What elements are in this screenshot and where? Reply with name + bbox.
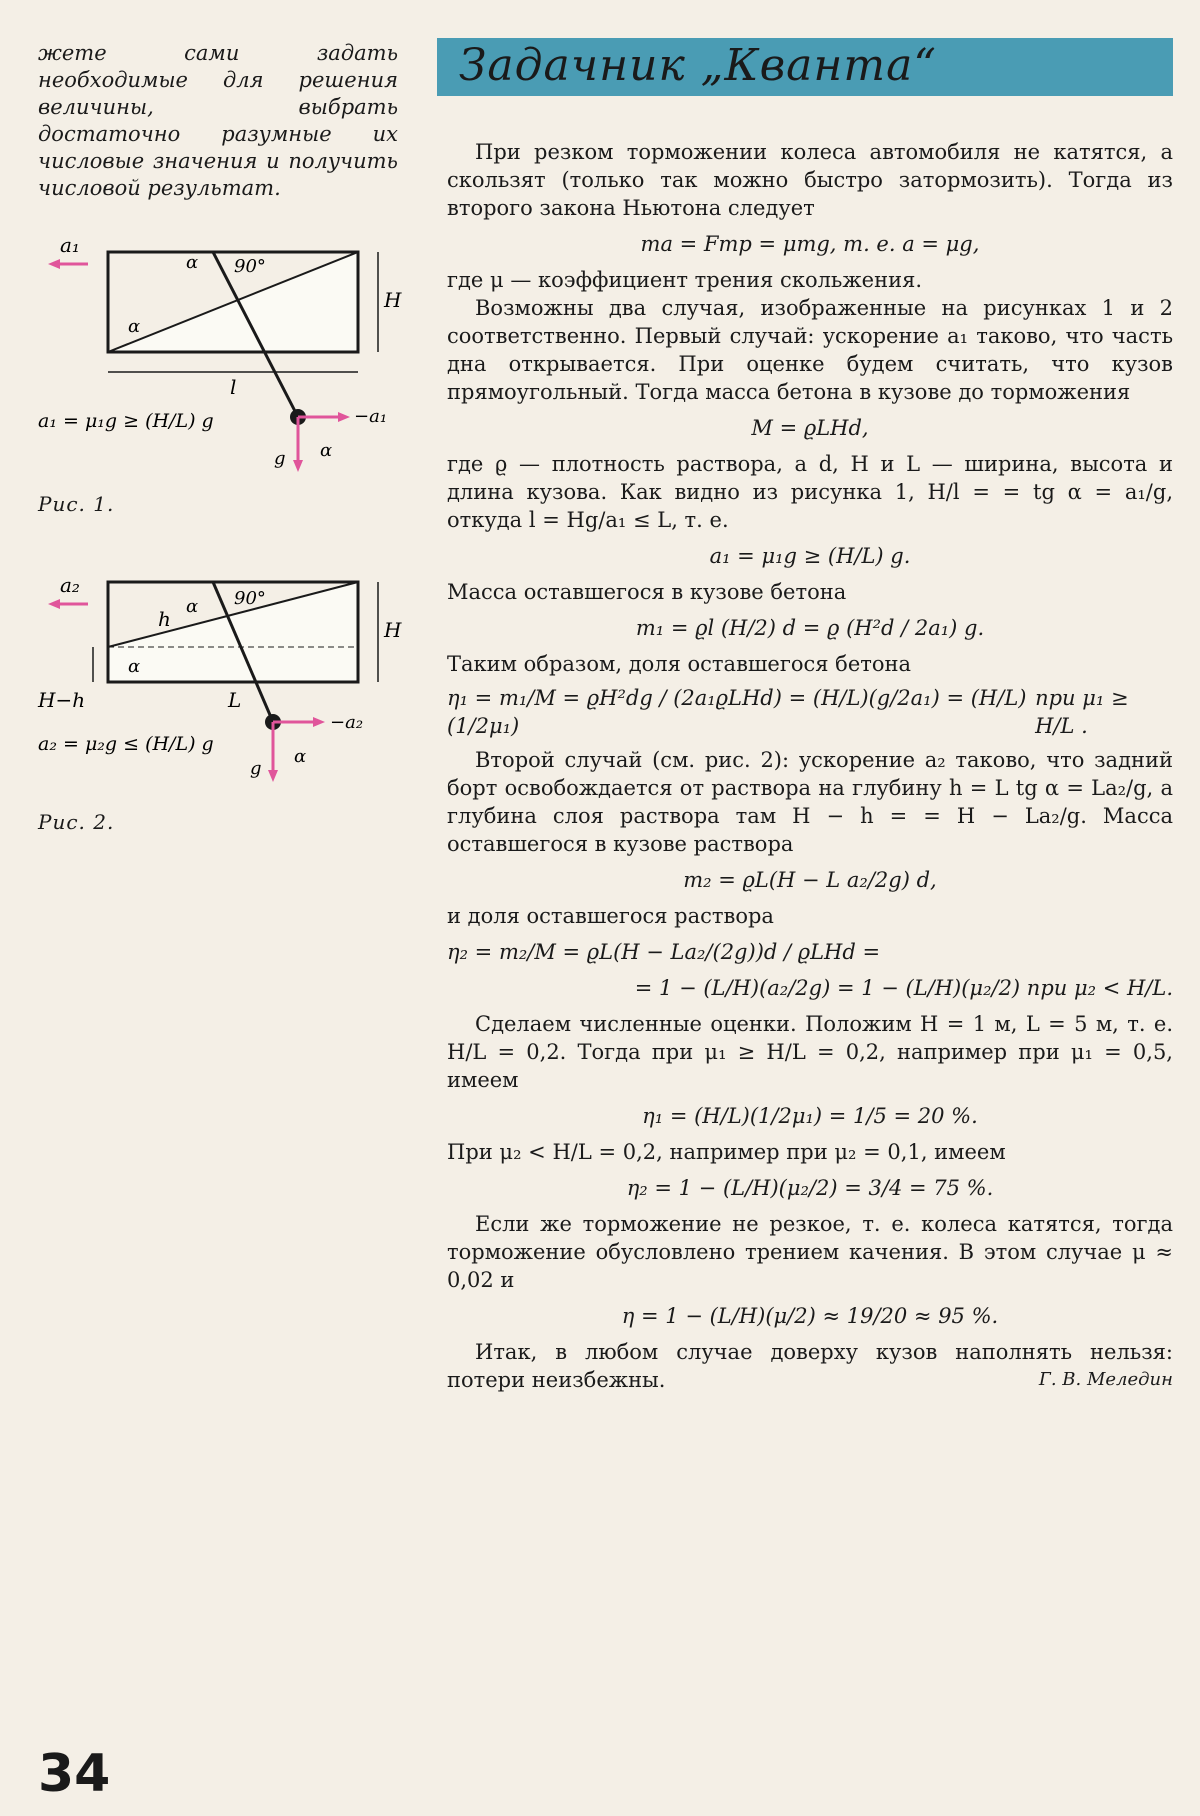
label-g: g bbox=[250, 758, 262, 779]
condition-fig2: a₂ = μ₂g ≤ (H/L) g bbox=[38, 733, 214, 755]
label-90: 90° bbox=[234, 256, 266, 277]
label-alpha: α bbox=[128, 656, 141, 677]
paragraph: где μ — коэффициент трения скольжения. bbox=[447, 268, 923, 292]
label-alpha-top: α bbox=[186, 596, 199, 617]
condition-fig1: a₁ = μ₁g ≥ (H/L) g bbox=[38, 410, 214, 432]
label-alpha-small: α bbox=[294, 746, 307, 767]
label-h: h bbox=[158, 607, 171, 631]
page-number: 34 bbox=[38, 1744, 111, 1804]
caption-fig2: Рис. 2. bbox=[38, 810, 115, 834]
label-L: L bbox=[228, 688, 242, 712]
paragraph: При резком торможении колеса автомобиля не катятся, а скользят (только так можно быстро затормозить). Тогда из второго закона Ньютона следует bbox=[447, 140, 1173, 220]
formula: η₁ = (H/L)(1/2μ₁) = 1/5 = 20 %. bbox=[642, 1104, 978, 1128]
closing-text: Итак, в любом случае доверху кузов наполнять нельзя: потери неизбежны. bbox=[447, 1340, 1173, 1392]
paragraph: При μ₂ < H/L = 0,2, например при μ₂ = 0,1, имеем bbox=[447, 1140, 1006, 1164]
formula-row bbox=[447, 684, 1173, 740]
paragraph: Таким образом, доля оставшегося бетона bbox=[447, 652, 912, 676]
figure-1 bbox=[38, 222, 402, 472]
formula: M = ϱLHd, bbox=[751, 416, 869, 440]
section-title: Задачник „Кванта“ bbox=[459, 40, 937, 91]
intro-text: жете сами задать необходимые для решения величины, выбрать достаточно разумные их числовые значения и получить числовой результат. bbox=[38, 41, 398, 200]
label-90: 90° bbox=[234, 588, 266, 609]
formula: m₁ = ϱl (H/2) d = ϱ (H²d / 2a₁) g. bbox=[635, 616, 985, 640]
paragraph: Сделаем численные оценки. Положим H = 1 м, L = 5 м, т. е. H/L = 0,2. Тогда при μ₁ ≥ H/L = 0,2, например при μ₁ = 0,5, имеем bbox=[447, 1012, 1173, 1092]
label-l: l bbox=[230, 375, 237, 399]
left-column bbox=[38, 40, 402, 834]
formula: a₁ = μ₁g ≥ (H/L) g. bbox=[709, 544, 911, 568]
author: Г. В. Меледин bbox=[1038, 1369, 1173, 1390]
section-header bbox=[437, 38, 1173, 96]
paragraph: Если же торможение не резкое, т. е. колеса катятся, тогда торможение обусловлено трением качения. В этом случае μ ≈ 0,02 и bbox=[447, 1212, 1173, 1292]
label-minus-a1: −a₁ bbox=[354, 406, 388, 427]
caption-fig1: Рис. 1. bbox=[38, 492, 115, 516]
label-alpha-small: α bbox=[320, 440, 333, 461]
label-alpha: α bbox=[128, 316, 141, 337]
label-H-minus-h: H−h bbox=[38, 688, 86, 712]
formula: η₂ = m₂/M = ϱL(H − La₂/(2g))d / ϱLHd = bbox=[447, 940, 881, 964]
label-g: g bbox=[274, 448, 286, 469]
figure-2 bbox=[38, 552, 402, 802]
paragraph: Второй случай (см. рис. 2): ускорение a₂ таково, что задний борт освобождается от раствора на глубину h = L tg α = La₂/g, а глубина слоя раствора там H − h = = H − La₂/g. Масса оставшегося в кузове раствора bbox=[447, 748, 1173, 856]
paragraph: Масса оставшегося в кузове бетона bbox=[447, 580, 847, 604]
formula: ma = Fтр = μmg, т. е. a = μg, bbox=[640, 232, 980, 256]
label-H: H bbox=[384, 618, 402, 642]
label-a1: a₁ bbox=[60, 233, 80, 257]
label-H: H bbox=[384, 288, 402, 312]
formula: η₁ = m₁/M = ϱH²dg / (2a₁ϱLHd) = (H/L)(g/2a₁) = (H/L)(1/2μ₁) bbox=[447, 686, 1027, 738]
label-a2: a₂ bbox=[60, 573, 80, 597]
paragraph bbox=[447, 1338, 1173, 1394]
formula: m₂ = ϱL(H − L a₂/2g) d, bbox=[683, 868, 937, 892]
paragraph: где ϱ — плотность раствора, а d, H и L — ширина, высота и длина кузова. Как видно из рисунка 1, H/l = = tg α = a₁/g, откуда l = Hg/a₁ ≤ L, т. е. bbox=[447, 452, 1173, 532]
formula-condition: при μ₁ ≥ H/L . bbox=[1035, 686, 1129, 738]
label-alpha-top: α bbox=[186, 252, 199, 273]
paragraph: Возможны два случая, изображенные на рисунках 1 и 2 соответственно. Первый случай: ускорение a₁ таково, что часть дна открывается. При оценке будем считать, что кузов прямоугольный. Тогда масса бетона в кузове до торможения bbox=[447, 296, 1173, 404]
label-minus-a2: −a₂ bbox=[330, 712, 364, 733]
formula: η₂ = 1 − (L/H)(μ₂/2) = 3/4 = 75 %. bbox=[626, 1176, 994, 1200]
paragraph: и доля оставшегося раствора bbox=[447, 904, 774, 928]
main-column bbox=[447, 138, 1173, 1394]
formula: η = 1 − (L/H)(μ/2) ≈ 19/20 ≈ 95 %. bbox=[621, 1304, 999, 1328]
formula: = 1 − (L/H)(a₂/2g) = 1 − (L/H)(μ₂/2) при μ₂ < H/L. bbox=[634, 976, 1173, 1000]
